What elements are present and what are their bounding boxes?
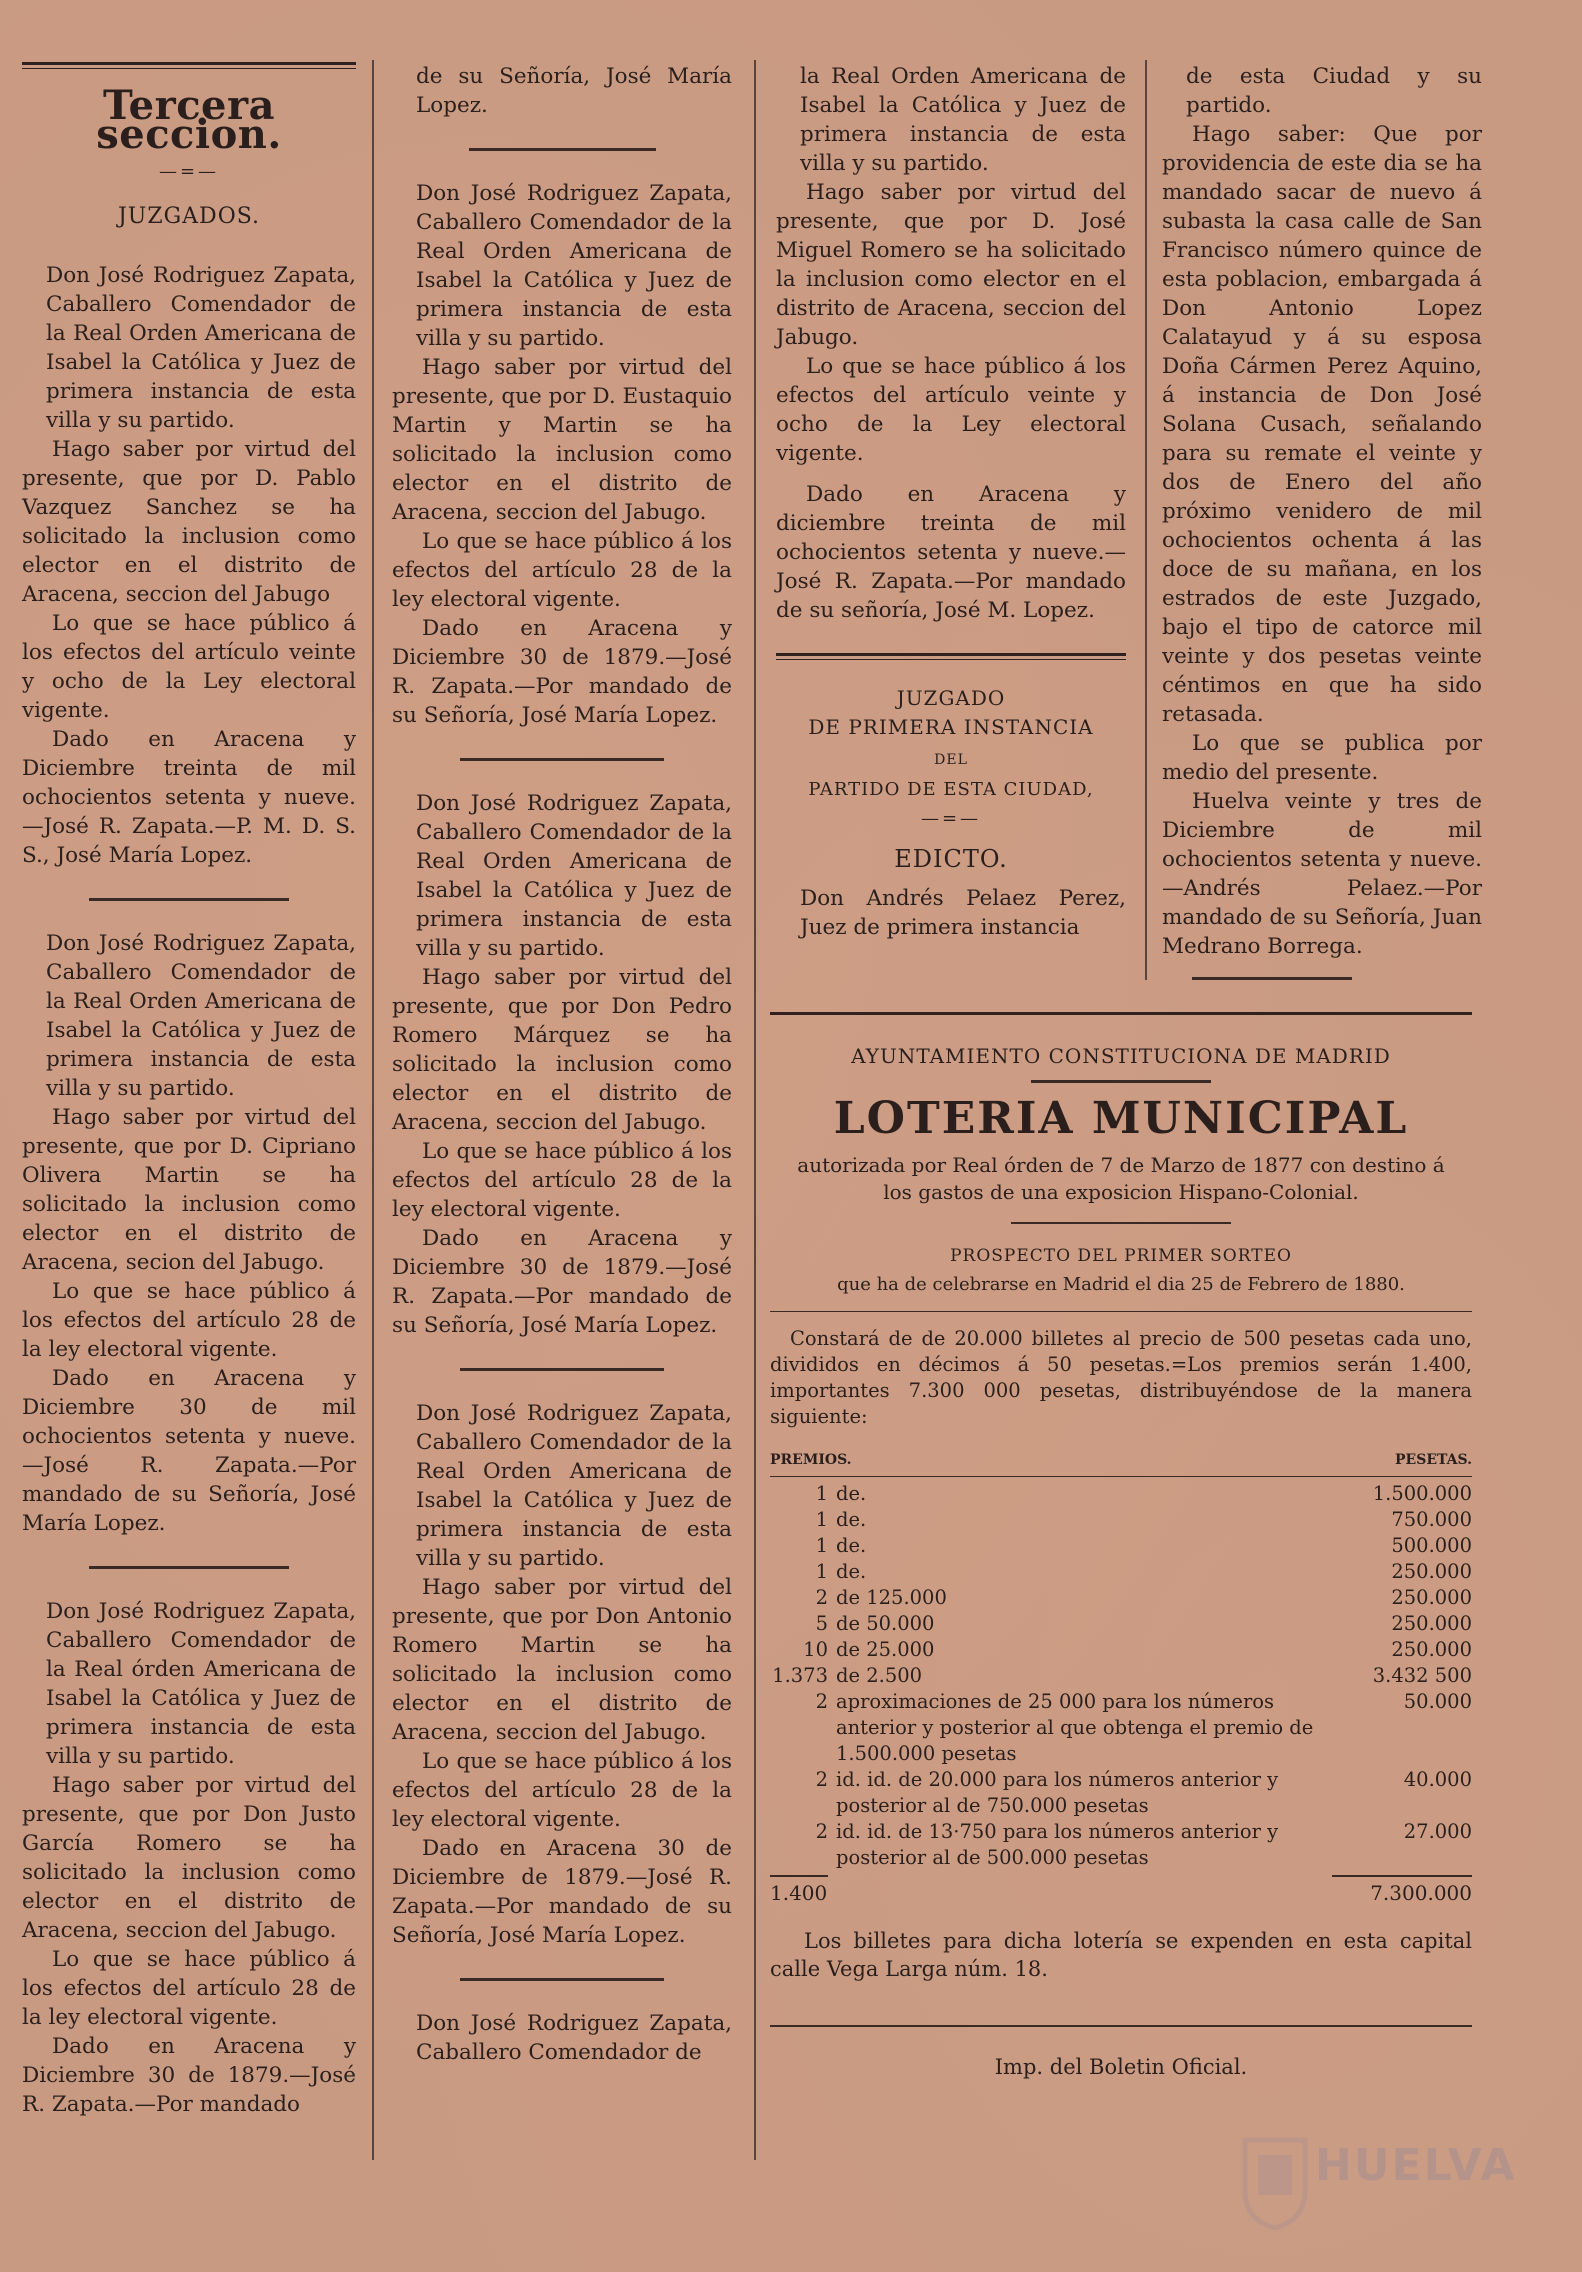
seal-icon [1240,2130,1310,2230]
prize-row [770,1637,1472,1663]
continued-text: de su Señoría, José María Lopez. [416,64,732,118]
separator [89,1566,289,1569]
prize-amount: 50.000 [1403,1690,1472,1713]
prize-amount: 27.000 [1403,1820,1472,1843]
prize-description: de 2.500 [836,1664,923,1687]
notice-publish: Lo que se hace público á los efectos del artículo 28 de la ley electoral vigente. [392,1139,732,1222]
prize-description: de. [836,1508,867,1531]
lottery-title: LOTERIA MUNICIPAL [833,1093,1409,1144]
total-amount: 7.300.000 [1370,1881,1472,1905]
ornament: —=— [920,808,982,829]
prize-description: de. [836,1560,867,1583]
column-rule [754,60,756,2160]
prize-amount: 750.000 [1391,1508,1472,1531]
prize-count: 1.373 [772,1664,828,1687]
prize-description: de 125.000 [836,1586,947,1609]
prize-count: 1 [815,1482,828,1505]
notice-heading: Don José Rodriguez Zapata, Caballero Comendador de la Real Orden Americana de Isabel la Católica y Juez de primera instancia de esta villa y su partido. [416,181,732,351]
imprint: Imp. del Boletin Oficial. [994,2055,1248,2079]
notice-date: Dado en Aracena y Diciembre 30 de 1879.—José R. Zapata.—Por mandado de su Señoría, José María Lopez. [392,1226,732,1338]
prize-row [770,1663,1472,1689]
prize-row [770,1819,1472,1871]
juzgado-title: JUZGADO [896,686,1006,710]
prize-description: de. [836,1534,867,1557]
notice [392,179,732,730]
prize-description: aproximaciones de 25 000 para los números anterior y posterior al que obtenga el premio de 1.500.000 pesetas [836,1690,1314,1765]
premios-header: PREMIOS. [770,1452,852,1468]
juzgado-subtitle: DE PRIMERA INSTANCIA [808,715,1094,739]
edicto-title: EDICTO. [894,845,1008,873]
prize-description: de. [836,1482,867,1505]
notice [392,789,732,1340]
separator [469,148,656,151]
ornament: —=— [158,161,220,182]
prize-row [770,1767,1472,1819]
prize-description: de 25.000 [836,1638,935,1661]
prize-row [770,1585,1472,1611]
juzgado-del: DEL [934,752,968,768]
total-rule [770,1875,828,1877]
prize-row [770,1533,1472,1559]
notice-heading: Don José Rodriguez Zapata, Caballero Comendador de la Real Orden Americana de Isabel la Católica y Juez de primera instancia de esta villa y su partido. [416,1401,732,1571]
notice-date: Dado en Aracena 30 de Diciembre de 1879.—José R. Zapata.—Por mandado de su Señoría, José María Lopez. [392,1836,732,1948]
notice-publish: Lo que se hace público á los efectos del artículo veinte y ocho de la Ley electoral vigente. [776,354,1126,466]
prize-row [770,1611,1472,1637]
notice-publish: Lo que se hace público á los efectos del artículo veinte y ocho de la Ley electoral vigente. [22,611,356,723]
prize-count: 1 [815,1534,828,1557]
prize-amount: 1.500.000 [1372,1482,1472,1505]
separator [89,898,289,901]
notice-body: Hago saber: Que por providencia de este dia se ha mandado sacar de nuevo á subasta la casa calle de San Francisco número quince de esta poblacion, embargada á Don Antonio Lopez Calatayud y á su esposa Doña Cármen Perez Aquino, á instancia de Don José Solana Cusach, señalando para su remate el veinte y dos de Enero del año próximo venidero de mil ochocientos ochenta á las doce de su mañana, en los estrados de este Juzgado, bajo el tipo de catorce mil veinte y dos pesetas veinte céntimos en que ha sido retasada. [1162,122,1482,727]
notice-publish: Lo que se hace público á los efectos del artículo 28 de la ley electoral vigente. [22,1279,356,1362]
prize-count: 2 [815,1768,828,1791]
prize-count: 5 [815,1612,828,1635]
section-subhead: JUZGADOS. [117,204,261,229]
notice-heading: de esta Ciudad y su partido. [1186,64,1482,118]
column-3 [776,62,1126,942]
notice-publish: Lo que se publica por medio del presente. [1162,731,1482,785]
prize-amount: 250.000 [1391,1638,1472,1661]
separator [460,1368,664,1371]
pesetas-header: PESETAS. [1395,1452,1472,1468]
notice-heading: la Real Orden Americana de Isabel la Católica y Juez de primera instancia de esta villa y su partido. [800,64,1126,176]
notice-date: Dado en Aracena y Diciembre 30 de 1879.—José R. Zapata.—Por mandado [22,2034,356,2117]
notice-body: Hago saber por virtud del presente, que por Don Antonio Romero Martin se ha solicitado la inclusion como elector en el distrito de Aracena, seccion del Jabugo. [392,1575,732,1745]
lottery-intro: Constará de de 20.000 billetes al precio de 500 pesetas cada uno, divididos en décimos á 50 pesetas.=Los premios serán 1.400, importantes 7.300 000 pesetas, distribuyéndose de la manera siguiente: [770,1327,1472,1428]
prize-amount: 500.000 [1391,1534,1472,1557]
prospecto-date: que ha de celebrarse en Madrid el dia 25 de Febrero de 1880. [837,1274,1405,1295]
section-title: Tercera seccion. [96,82,282,158]
column-2 [392,62,732,2067]
prize-description: id. id. de 13·750 para los números anterior y posterior al de 500.000 pesetas [836,1820,1279,1869]
notice-date: Dado en Aracena y Diciembre 30 de mil ochocientos setenta y nueve.—José R. Zapata.—Por mandado de su Señoría, José María Lopez. [22,1366,356,1536]
notice-date: Huelva veinte y tres de Diciembre de mil ochocientos setenta y nueve.—Andrés Pelaez.—Por mandado de su Señoría, Juan Medrano Borrega. [1162,789,1482,959]
column-4 [1162,62,1482,980]
notice-body: Hago saber por virtud del presente, que por Don Pedro Romero Márquez se ha solicitado la inclusion como elector en el distrito de Aracena, seccion del Jabugo. [392,965,732,1135]
prospecto-heading: PROSPECTO DEL PRIMER SORTEO [950,1246,1292,1266]
total-count: 1.400 [770,1881,828,1905]
prize-amount: 40.000 [1403,1768,1472,1791]
notice-body: Hago saber por virtud del presente, que por D. José Miguel Romero se ha solicitado la inclusion como elector en el distrito de Aracena, seccion del Jabugo. [776,180,1126,350]
notice-date: Dado en Aracena y diciembre treinta de mil ochocientos setenta y nueve.—José R. Zapata.—Por mandado de su señoría, José M. Lopez. [776,482,1126,623]
separator [460,758,664,761]
prize-amount: 250.000 [1391,1560,1472,1583]
lottery-footer: Los billetes para dicha lotería se expenden en esta capital calle Vega Larga núm. 18. [770,1929,1472,1981]
separator [1011,1222,1231,1224]
column-1 [22,62,356,2119]
column-rule [372,60,374,2160]
notice-body: Hago saber por virtud del presente, que por D. Eustaquio Martin y Martin se ha solicitado la inclusion como elector en el distrito de Aracena, seccion del Jabugo. [392,355,732,525]
separator [770,1311,1472,1312]
prize-row [770,1481,1472,1507]
prize-description: id. id. de 20.000 para los números anterior y posterior al de 750.000 pesetas [836,1768,1279,1817]
notice [392,1399,732,1950]
prize-row [770,1559,1472,1585]
notice-heading: Don José Rodriguez Zapata, Caballero Comendador de la Real Orden Americana de Isabel la Católica y Juez de primera instancia de esta villa y su partido. [46,263,356,433]
watermark-text: HUELVA [1315,2140,1517,2191]
notice-heading: Don José Rodriguez Zapata, Caballero Comendador de la Real órden Americana de Isabel la Católica y Juez de primera instancia de esta villa y su partido. [46,1599,356,1769]
notice [22,261,356,870]
notice [22,1597,356,2119]
prize-description: de 50.000 [836,1612,935,1635]
separator [1192,977,1352,980]
prize-count: 1 [815,1560,828,1583]
separator [460,1978,664,1981]
prize-count: 2 [815,1820,828,1843]
notice-publish: Lo que se hace público á los efectos del artículo 28 de la ley electoral vigente. [392,529,732,612]
notice-publish: Lo que se hace público á los efectos del artículo 28 de la ley electoral vigente. [22,1947,356,2030]
lottery-authorized: autorizada por Real órden de 7 de Marzo de 1877 con destino á los gastos de una exposicion Hispano-Colonial. [797,1153,1445,1204]
prize-count: 1 [815,1508,828,1531]
juzgado-partido: PARTIDO DE ESTA CIUDAD, [808,779,1094,800]
header-rule [22,62,356,69]
notice-body: Hago saber por virtud del presente, que por D. Cipriano Olivera Martin se ha solicitado la inclusion como elector en el distrito de Aracena, secion del Jabugo. [22,1105,356,1275]
total-rule [1332,1875,1472,1877]
ayuntamiento-heading: AYUNTAMIENTO CONSTITUCIONA DE MADRID [851,1044,1391,1068]
prize-amount: 250.000 [1391,1586,1472,1609]
notice-body: Hago saber por virtud del presente, que por D. Pablo Vazquez Sanchez se ha solicitado la inclusion como elector en el distrito de Aracena, seccion del Jabugo [22,437,356,607]
notice-body: Hago saber por virtud del presente, que por Don Justo García Romero se ha solicitado la inclusion como elector en el distrito de Aracena, seccion del Jabugo. [22,1773,356,1943]
prize-count: 2 [815,1690,828,1713]
ornament [1031,1080,1211,1083]
notice-heading: Don Andrés Pelaez Perez, Juez de primera instancia [800,886,1126,940]
prize-count: 2 [815,1586,828,1609]
notice-heading: Don José Rodriguez Zapata, Caballero Comendador de [416,2011,732,2065]
separator [770,2025,1472,2027]
notice-publish: Lo que se hace público á los efectos del artículo 28 de la ley electoral vigente. [392,1749,732,1832]
column-rule [1145,60,1147,980]
lottery-block [770,1012,1472,2079]
notice-date: Dado en Aracena y Diciembre treinta de mil ochocientos setenta y nueve.—José R. Zapata.—P. M. D. S. S., José María Lopez. [22,727,356,868]
separator [776,653,1126,660]
prize-count: 10 [803,1638,828,1661]
separator [770,1476,1472,1477]
notice-heading: Don José Rodriguez Zapata, Caballero Comendador de la Real Orden Americana de Isabel la Católica y Juez de primera instancia de esta villa y su partido. [416,791,732,961]
prize-amount: 3.432 500 [1372,1664,1472,1687]
notice-date: Dado en Aracena y Diciembre 30 de 1879.—José R. Zapata.—Por mandado de su Señoría, José María Lopez. [392,616,732,728]
notice [22,929,356,1538]
prize-row [770,1507,1472,1533]
prize-table [770,1481,1472,1871]
prize-row [770,1689,1472,1767]
notice-heading: Don José Rodriguez Zapata, Caballero Comendador de la Real Orden Americana de Isabel la Católica y Juez de primera instancia de esta villa y su partido. [46,931,356,1101]
prize-amount: 250.000 [1391,1612,1472,1635]
separator [770,1012,1472,1018]
